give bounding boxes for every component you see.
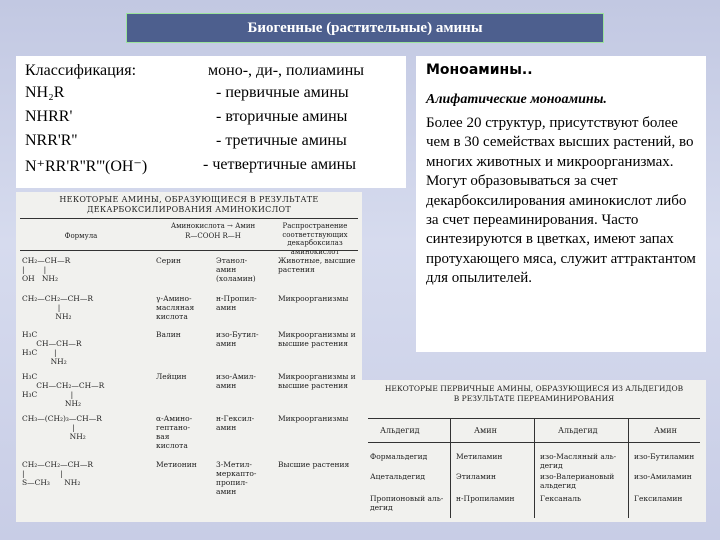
table2-divider-3 bbox=[628, 418, 629, 518]
table2-cell-aldehyde-1: Ацетальдегид bbox=[370, 472, 426, 481]
desc-quaternary: - четвертичные амины bbox=[203, 156, 356, 173]
table2-header-amine-1: Амин bbox=[474, 426, 497, 435]
table1-cell-formula: H₃C CH—CH₂—CH—R H₃C | NH₂ bbox=[22, 372, 105, 408]
table1-cell-amine: изо-Бутил- амин bbox=[216, 330, 259, 348]
table1-cell-formula: H₃C CH—CH—R H₃C | NH₂ bbox=[22, 330, 82, 366]
desc-primary: - первичные амины bbox=[216, 84, 349, 101]
monoamines-box bbox=[416, 56, 706, 352]
table1-cell-acid: Метионин bbox=[156, 460, 197, 469]
table2-cell-amine-1: н-Пропиламин bbox=[456, 494, 515, 503]
table1-cell-acid: γ-Амино- масляная кислота bbox=[156, 294, 195, 321]
slide-title-bar bbox=[126, 13, 604, 43]
transamination-table bbox=[362, 380, 706, 522]
table2-header-amine-2: Амин bbox=[654, 426, 677, 435]
table2-divider-2 bbox=[534, 418, 535, 518]
table1-header-reaction-sub: R—COOH R—H bbox=[185, 232, 241, 240]
monoamines-paragraph-1: Более 20 структур, присутствуют более чем в 30 семействах высших растений, во многих животных и микроорганизмах. bbox=[426, 115, 694, 170]
table1-cell-amine: н-Пропил- амин bbox=[216, 294, 257, 312]
table1-cell-formula: CH₂—CH₂—CH—R | NH₂ bbox=[22, 294, 93, 321]
formula-tertiary: NRR'R'' bbox=[25, 132, 78, 149]
classification-box bbox=[16, 56, 406, 188]
table1-cell-formula: CH₂—CH₂—CH—R | | S—CH₃ NH₂ bbox=[22, 460, 93, 487]
table2-divider-1 bbox=[450, 418, 451, 518]
table1-cell-amine: изо-Амил- амин bbox=[216, 372, 256, 390]
table1-cell-acid: Лейцин bbox=[156, 372, 187, 381]
table2-caption-line2: В РЕЗУЛЬТАТЕ ПЕРЕАМИНИРОВАНИЯ bbox=[453, 394, 615, 403]
table1-cell-amine: 3-Метил- меркапто- пропил- амин bbox=[216, 460, 257, 496]
table1-cell-acid: Серин bbox=[156, 256, 181, 265]
table1-cell-amine: н-Гексил- амин bbox=[216, 414, 255, 432]
monoamines-paragraph-2: Могут образовываться за счет декарбоксилирования аминокислот либо за счет переаминирования. Часто синтезируются в цветках, имеют запах протухающего мяса, служит аттрактантом для опылителей. bbox=[426, 173, 696, 287]
table1-cell-distribution: Микроорганизмы bbox=[278, 414, 349, 423]
table2-cell-aldehyde-1: Пропионовый аль- дегид bbox=[370, 494, 444, 512]
table1-cell-distribution: Высшие растения bbox=[278, 460, 350, 469]
table1-cell-formula: CH₂—CH—R | | OH NH₂ bbox=[22, 256, 71, 283]
formula-secondary: NHRR' bbox=[25, 108, 73, 125]
table2-header-aldehyde-2: Альдегид bbox=[558, 426, 598, 435]
formula-quaternary: N⁺RR'R''R'''(OH⁻) bbox=[25, 158, 148, 175]
table1-cell-distribution: Микроорганизмы и высшие растения bbox=[278, 372, 356, 390]
monoamines-heading: Моноамины.. bbox=[426, 62, 533, 78]
table2-cell-amine-1: Этиламин bbox=[456, 472, 496, 481]
table2-cell-amine-1: Метиламин bbox=[456, 452, 503, 461]
table2-cell-aldehyde-2: изо-Масляный аль- дегид bbox=[540, 452, 617, 470]
table1-header-distribution: Распространение соответствующих декарбоксилаз аминокислот bbox=[282, 222, 348, 256]
monoamines-subheading: Алифатические моноамины. bbox=[426, 92, 607, 107]
decarboxylation-table bbox=[16, 192, 362, 522]
table2-cell-amine-2: Гексиламин bbox=[634, 494, 683, 503]
table1-header-reaction: Аминокислота → Амин bbox=[170, 222, 256, 230]
table1-cell-distribution: Микроорганизмы и высшие растения bbox=[278, 330, 356, 348]
table1-rule-top bbox=[20, 218, 358, 219]
table2-cell-aldehyde-1: Формальдегид bbox=[370, 452, 428, 461]
table1-caption-line1: НЕКОТОРЫЕ АМИНЫ, ОБРАЗУЮЩИЕСЯ В РЕЗУЛЬТАТЕ bbox=[59, 195, 319, 204]
table2-header-aldehyde-1: Альдегид bbox=[380, 426, 420, 435]
table2-cell-aldehyde-2: Гексаналь bbox=[540, 494, 582, 503]
table1-cell-amine: Этанол- амин (холамин) bbox=[216, 256, 256, 283]
table1-caption-line2: ДЕКАРБОКСИЛИРОВАНИЯ АМИНОКИСЛОТ bbox=[86, 205, 292, 214]
table1-cell-acid: Валин bbox=[156, 330, 181, 339]
classification-heading: Классификация: bbox=[25, 62, 137, 79]
table2-cell-amine-2: изо-Бутиламин bbox=[634, 452, 695, 461]
desc-secondary: - вторичные амины bbox=[216, 108, 348, 125]
table2-cell-aldehyde-2: изо-Валериановый альдегид bbox=[540, 472, 615, 490]
formula-primary: NH₂R bbox=[25, 84, 65, 101]
table1-rule-header bbox=[20, 250, 358, 251]
classification-heading-value: моно-, ди-, полиамины bbox=[208, 62, 365, 79]
table1-cell-acid: α-Амино- гептано- вая кислота bbox=[156, 414, 193, 450]
table2-caption-line1: НЕКОТОРЫЕ ПЕРВИЧНЫЕ АМИНЫ, ОБРАЗУЮЩИЕСЯ ИЗ АЛЬДЕГИДОВ bbox=[384, 384, 684, 393]
table1-cell-distribution: Микроорганизмы bbox=[278, 294, 349, 303]
slide-title: Биогенные (растительные) амины bbox=[247, 19, 483, 36]
table1-cell-formula: CH₃—(CH₂)₃—CH—R | NH₂ bbox=[22, 414, 102, 441]
desc-tertiary: - третичные амины bbox=[216, 132, 347, 149]
table1-header-formula: Формула bbox=[64, 232, 98, 240]
table2-cell-amine-2: изо-Амиламин bbox=[634, 472, 692, 481]
table1-cell-distribution: Животные, высшие растения bbox=[278, 256, 356, 274]
